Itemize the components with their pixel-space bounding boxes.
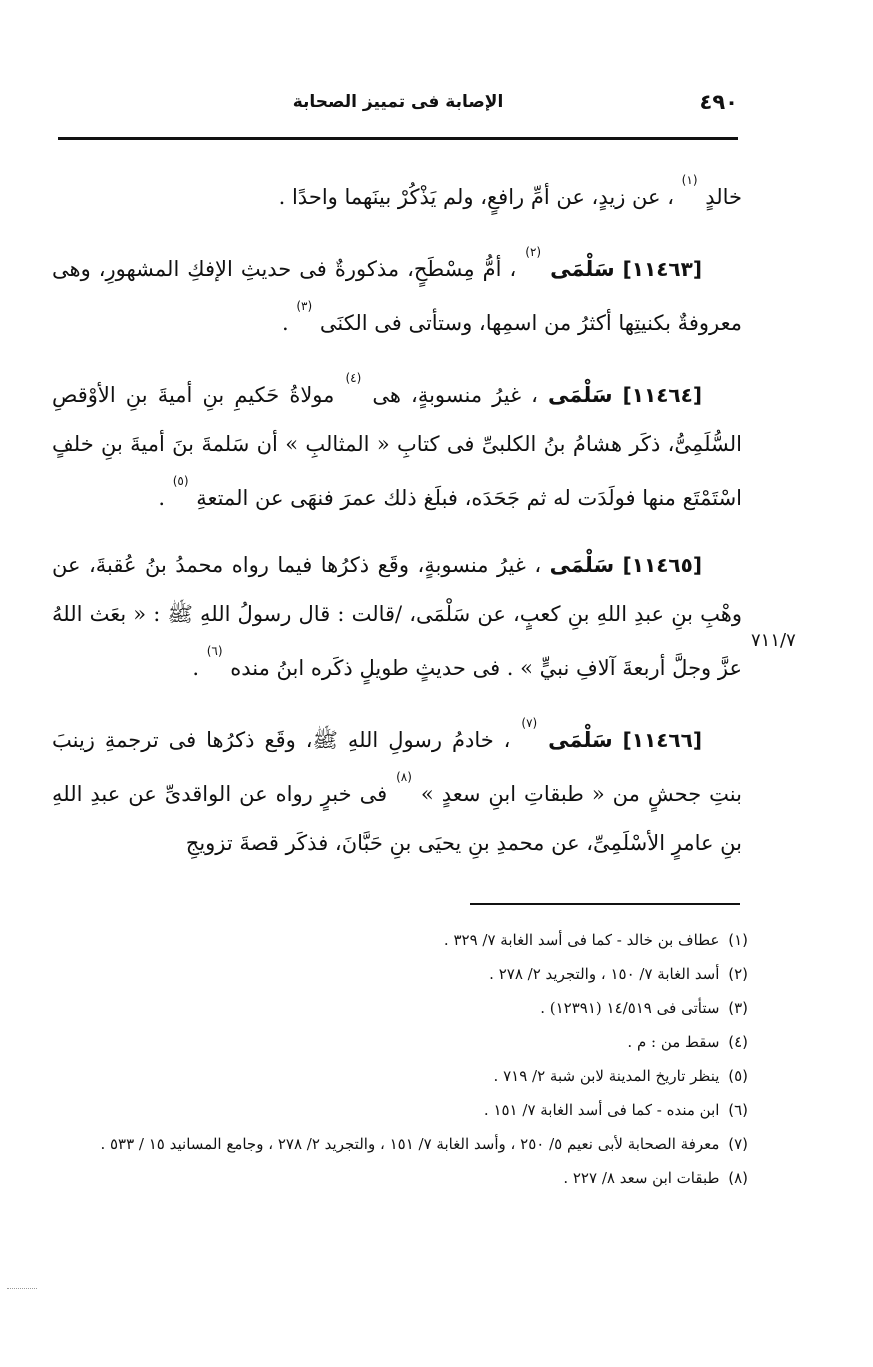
entry-text: فى خبرٍ رواه عن الواقدىِّ عن عبدِ اللهِ بنِ عامرٍ الأسْلَمِىِّ، عن محمدِ بنِ يحيَى بنِ حَبَّانَ، فذكَر قصةَ تزويجِ	[52, 782, 742, 855]
entry-name: سَلْمَى	[549, 553, 615, 577]
entry-number: [١١٤٦٤]	[622, 383, 702, 407]
footnote-text: عطاف بن خالد - كما فى أسد الغابة ٧/ ٣٢٩ .	[443, 931, 720, 949]
footnote-text: أسد الغابة ٧/ ١٥٠ ، والتجريد ٢/ ٢٧٨ .	[489, 965, 720, 983]
footnote-reference: (١)	[681, 173, 698, 187]
entry-text: ، أمُّ مِسْطَحٍ، مذكورةٌ فى حديثِ الإفكِ المشهورِ، وهى معروفةٌ بكنيتِها أكثرُ من اسمِها، وستأتى فى الكنَى	[52, 257, 742, 335]
entry-number: [١١٤٦٥]	[622, 553, 702, 577]
footnote-marker: (٨)	[728, 1169, 748, 1187]
footnote-reference: (٨)	[396, 770, 412, 784]
entry-number: [١١٤٦٦]	[622, 728, 702, 752]
book-title: الإصابة فى تمييز الصحابة	[292, 92, 504, 112]
footnote-marker: (٣)	[728, 999, 748, 1017]
footnote-reference: (٣)	[296, 299, 313, 313]
footnote	[58, 1093, 748, 1127]
footnote	[58, 991, 748, 1025]
entry-text: ، غيرُ منسوبةٍ، وقَع ذكرُها فيما رواه محمدُ بنُ عُقبةَ، عن وهْبِ بنِ عبدِ اللهِ بنِ كعبٍ، عن سَلْمَى، /قالت : قال رسولُ اللهِ ﷺ : « بعَث اللهُ عزَّ وجلَّ أربعةَ آلافِ نبيٍّ » . فى حديثٍ طويلٍ ذكَره ابنُ منده	[52, 553, 742, 680]
biography-entry	[52, 240, 742, 348]
page-number: ٤٩٠	[699, 90, 738, 114]
running-header	[58, 88, 738, 128]
footnote-reference: (٧)	[521, 716, 538, 730]
footnote	[58, 1161, 748, 1195]
footnote-text: ستأتى فى ١٤/٥١٩ (١٢٣٩١) .	[540, 999, 720, 1017]
footnote-marker: (٥)	[728, 1067, 748, 1085]
entry-text: .	[281, 311, 289, 335]
footnote-marker: (٤)	[728, 1033, 748, 1051]
footnote-marker: (١)	[728, 931, 748, 949]
footnote	[58, 957, 748, 991]
entry-name: سَلْمَى	[548, 383, 613, 407]
footnotes	[58, 923, 748, 1195]
footnote-text: ينظر تاريخ المدينة لابن شبة ٢/ ٧١٩ .	[493, 1067, 720, 1085]
paragraph-text: خالدٍ	[705, 185, 742, 209]
entry-text: .	[192, 656, 199, 680]
scan-mark	[7, 1288, 37, 1291]
main-text	[52, 168, 742, 886]
header-divider	[58, 137, 738, 140]
footnote-text: طبقات ابن سعد ٨/ ٢٢٧ .	[563, 1169, 720, 1187]
paragraph-text: ، عن زيدٍ، عن أمِّ رافعٍ، ولم يَذْكُرْ بينَهما واحدًا .	[278, 185, 674, 209]
footnote-marker: (٧)	[728, 1135, 748, 1153]
footnote	[58, 1059, 748, 1093]
entry-text: .	[158, 486, 165, 510]
biography-entry	[52, 711, 742, 868]
footnote-reference: (٢)	[525, 245, 542, 259]
footnote-reference: (٥)	[172, 474, 189, 488]
biography-entry	[52, 366, 742, 523]
entry-text: مولاةُ حَكيمِ بنِ أميةَ بنِ الأوْقصِ السُّلَمِىُّ، ذكَر هشامُ بنُ الكلبىِّ فى كتابِ « المثالبِ » أن سَلمةَ بنَ أميةَ بنِ خلفٍ اسْتَمْتَع منها فولَدَت له ثم جَحَدَه، فبلَغ ذلك عمرَ فنهَى عن المتعةِ	[52, 383, 742, 510]
entry-number: [١١٤٦٣]	[622, 257, 702, 281]
footnote-marker: (٢)	[728, 965, 748, 983]
footnote	[58, 1127, 748, 1161]
footnote-text: سقط من : م .	[627, 1033, 720, 1051]
entry-text: ، غيرُ منسوبةٍ، هى	[372, 383, 538, 407]
footnote	[58, 923, 748, 957]
footnote-marker: (٦)	[728, 1101, 748, 1119]
footnote	[58, 1025, 748, 1059]
footnote-reference: (٦)	[206, 644, 223, 658]
margin-reference: ٧١١/٧	[751, 630, 796, 651]
footnote-text: ابن منده - كما فى أسد الغابة ٧/ ١٥١ .	[483, 1101, 720, 1119]
biography-entry	[52, 541, 742, 693]
entry-name: سَلْمَى	[548, 728, 613, 752]
entry-name: سَلْمَى	[550, 257, 615, 281]
footnote-divider	[470, 903, 740, 905]
footnote-reference: (٤)	[345, 371, 362, 385]
footnote-text: معرفة الصحابة لأبى نعيم ٥/ ٢٥٠ ، وأسد الغابة ٧/ ١٥١ ، والتجريد ٢/ ٢٧٨ ، وجامع المسانيد ١٥ / ٥٣٣ .	[100, 1135, 720, 1153]
paragraph-continuation	[52, 168, 742, 222]
entry-text: ، خادمُ رسولِ اللهِ ﷺ، وقَع ذكرُها فى ترجمةِ زينبَ بنتِ جحشٍ من « طبقاتِ ابنِ سعدٍ »	[52, 728, 742, 806]
